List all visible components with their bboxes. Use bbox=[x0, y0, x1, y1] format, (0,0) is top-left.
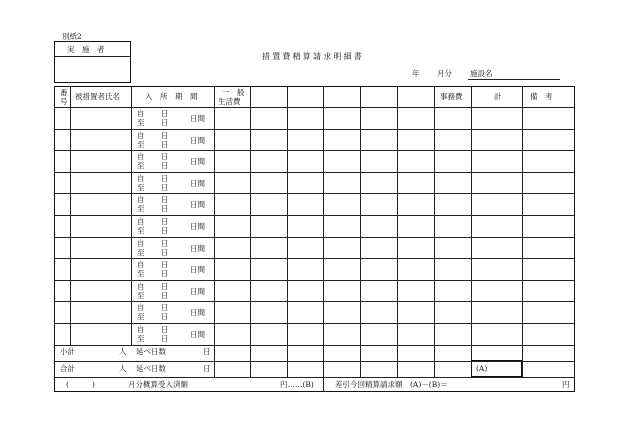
row-days-label: 日間 bbox=[190, 243, 205, 253]
row-to-day: 日 bbox=[161, 204, 169, 214]
row-days-label: 日間 bbox=[190, 200, 205, 210]
form-title: 措置費精算請求明細書 bbox=[262, 52, 364, 61]
total-days-label: 延べ日数 bbox=[136, 364, 166, 373]
year-label: 年 bbox=[412, 69, 420, 78]
difference-amount-field[interactable] bbox=[460, 378, 560, 390]
facility-label: 施設名 bbox=[470, 69, 493, 78]
table-row bbox=[0, 301, 630, 323]
footer-paren-close: ) bbox=[92, 380, 95, 389]
row-days-label: 日間 bbox=[190, 222, 205, 231]
row-to-day: 日 bbox=[161, 290, 169, 300]
row-to-label: 至 bbox=[137, 161, 145, 171]
row-from-label: 自 bbox=[137, 109, 145, 118]
facility-field[interactable] bbox=[494, 66, 558, 78]
row-to-label: 至 bbox=[137, 312, 145, 322]
received-amount-field[interactable] bbox=[200, 378, 278, 390]
row-from-day: 日 bbox=[161, 238, 169, 248]
row-to-day: 日 bbox=[161, 334, 169, 343]
row-days-label: 日間 bbox=[190, 286, 205, 296]
implementer-label: 実 施 者 bbox=[67, 45, 105, 54]
table-row bbox=[0, 323, 630, 345]
row-days-label: 日間 bbox=[190, 157, 205, 167]
month-label: 月分 bbox=[437, 69, 452, 78]
remarks-header: 備 考 bbox=[530, 92, 553, 101]
row-to-day: 日 bbox=[161, 139, 169, 149]
row-from-label: 自 bbox=[137, 173, 145, 183]
implementer-field[interactable] bbox=[57, 58, 128, 80]
table-row bbox=[0, 129, 630, 151]
row-days-label: 日間 bbox=[190, 114, 205, 123]
row-days-label: 日間 bbox=[190, 135, 205, 145]
row-to-day: 日 bbox=[161, 161, 169, 171]
general-header-1: 一 般 bbox=[222, 88, 245, 97]
row-from-label: 自 bbox=[137, 152, 145, 162]
row-from-label: 自 bbox=[137, 195, 145, 205]
number-header-1: 番 bbox=[60, 88, 68, 97]
row-rule bbox=[54, 345, 575, 346]
row-from-day: 日 bbox=[161, 303, 169, 313]
total-day: 日 bbox=[203, 364, 211, 373]
row-from-day: 日 bbox=[161, 217, 169, 226]
row-to-label: 至 bbox=[137, 182, 145, 192]
row-to-label: 至 bbox=[137, 247, 145, 257]
row-from-label: 自 bbox=[137, 325, 145, 334]
facility-underline bbox=[468, 79, 560, 80]
table-row bbox=[0, 280, 630, 302]
total-person: 人 bbox=[119, 364, 127, 373]
received-label: 月分概算受入済額 bbox=[128, 380, 188, 389]
difference-yen: 円 bbox=[562, 380, 570, 389]
row-days-label: 日間 bbox=[190, 330, 205, 339]
row-to-day: 日 bbox=[161, 247, 169, 257]
row-to-label: 至 bbox=[137, 290, 145, 300]
row-to-label: 至 bbox=[137, 334, 145, 343]
row-days-label: 日間 bbox=[190, 308, 205, 318]
row-from-day: 日 bbox=[161, 130, 169, 140]
row-to-label: 至 bbox=[137, 269, 145, 279]
subtotal-label: 小計 bbox=[60, 347, 75, 356]
a-mark: (A) bbox=[476, 364, 488, 373]
footer-rule bbox=[323, 377, 324, 392]
row-from-label: 自 bbox=[137, 238, 145, 248]
name-header: 被措置者氏名 bbox=[75, 92, 120, 101]
row-from-day: 日 bbox=[161, 260, 169, 270]
period-header: 入 所 期 間 bbox=[145, 92, 198, 101]
table-row bbox=[0, 150, 630, 172]
row-to-day: 日 bbox=[161, 269, 169, 279]
footer-paren-open: ( bbox=[66, 380, 69, 389]
row-from-label: 自 bbox=[137, 303, 145, 313]
total-header: 計 bbox=[494, 92, 502, 101]
row-to-label: 至 bbox=[137, 204, 145, 214]
total-label: 合計 bbox=[60, 364, 75, 373]
row-from-label: 自 bbox=[137, 260, 145, 270]
table-row bbox=[0, 258, 630, 280]
row-days-label: 日間 bbox=[190, 178, 205, 188]
number-header-2: 号 bbox=[60, 97, 68, 106]
row-from-day: 日 bbox=[161, 152, 169, 162]
table-row bbox=[0, 172, 630, 194]
table-row bbox=[0, 237, 630, 259]
row-from-day: 日 bbox=[161, 109, 169, 118]
row-from-day: 日 bbox=[161, 195, 169, 205]
subtotal-person: 人 bbox=[119, 347, 127, 356]
row-from-day: 日 bbox=[161, 325, 169, 334]
row-from-label: 自 bbox=[137, 217, 145, 226]
general-header-2: 生活費 bbox=[218, 97, 241, 106]
implementer-box bbox=[54, 41, 131, 83]
row-to-day: 日 bbox=[161, 226, 169, 235]
row-days-label: 日間 bbox=[190, 265, 205, 275]
subtotal-day: 日 bbox=[203, 347, 211, 356]
row-from-label: 自 bbox=[137, 130, 145, 140]
row-from-label: 自 bbox=[137, 281, 145, 291]
attachment-label: 別紙2 bbox=[62, 32, 82, 41]
row-to-day: 日 bbox=[161, 118, 169, 127]
row-from-day: 日 bbox=[161, 173, 169, 183]
table-row bbox=[0, 107, 630, 129]
subtotal-days-label: 延べ日数 bbox=[136, 347, 166, 356]
row-to-label: 至 bbox=[137, 118, 145, 127]
table-row bbox=[0, 215, 630, 237]
office-header: 事務費 bbox=[440, 92, 463, 101]
row-to-day: 日 bbox=[161, 182, 169, 192]
total-a-box bbox=[471, 360, 522, 377]
row-from-day: 日 bbox=[161, 281, 169, 291]
row-to-label: 至 bbox=[137, 226, 145, 235]
table-row bbox=[0, 193, 630, 215]
row-to-label: 至 bbox=[137, 139, 145, 149]
received-yen-b: 円……(B) bbox=[280, 380, 314, 389]
row-to-day: 日 bbox=[161, 312, 169, 322]
difference-label: 差引今回精算請求額 (A)－(B)＝ bbox=[335, 380, 448, 389]
